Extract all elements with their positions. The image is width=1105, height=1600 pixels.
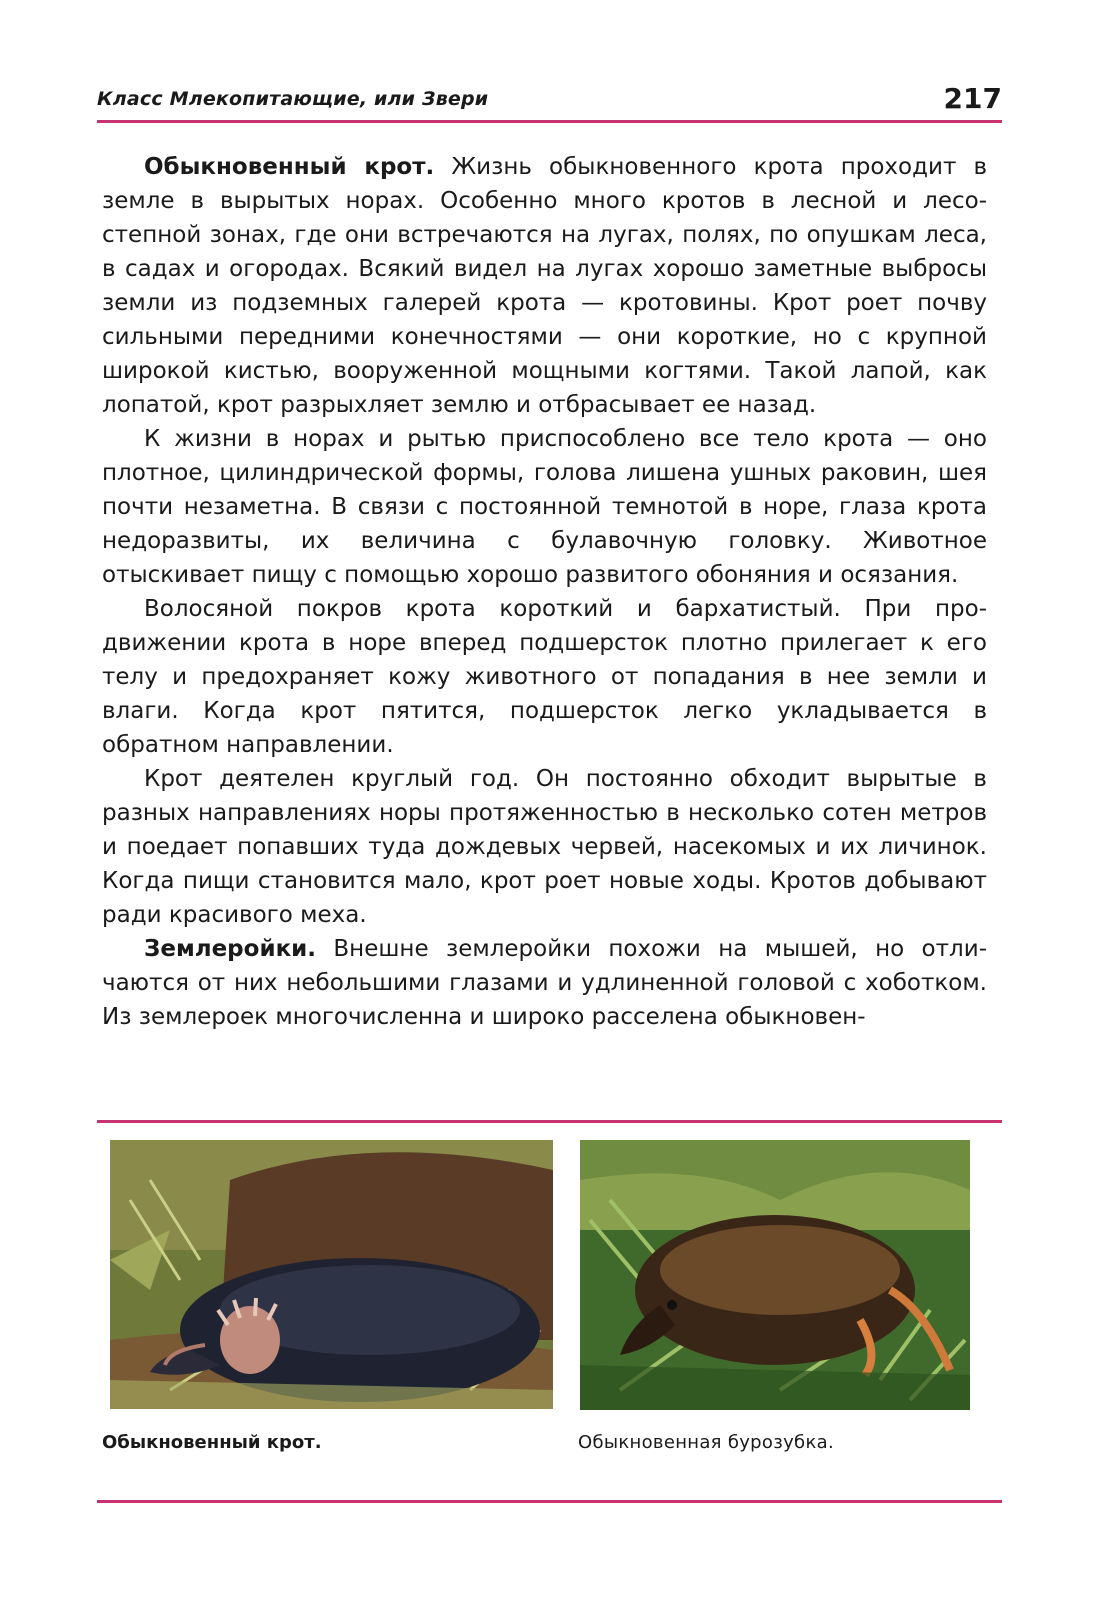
page-number: 217 bbox=[943, 82, 1002, 115]
paragraph-text: Жизнь обыкновенного крота проходит в земле в вырытых норах. Особенно много кротов в лесной и лесостепной зонах, где они встречаются на лугах, полях, по опушкам леса, в садах и огородах. Всякий видел на лугах хорошо заметные выбросы земли из подземных галерей крота — кротовины. Крот роет почву сильными передними конечностями — они короткие, но с крупной широкой кистью, вооруженной мощными когтями. Такой лапой, как лопатой, крот разрыхляет землю и отбрасывает ее назад. bbox=[102, 154, 988, 418]
paragraph-lead: Землеройки. bbox=[144, 936, 317, 962]
paragraph-shrews bbox=[102, 932, 987, 1034]
mole-drawing bbox=[110, 1140, 553, 1409]
page-header bbox=[97, 78, 1002, 118]
paragraph-activity bbox=[102, 762, 987, 932]
running-title: Класс Млекопитающие, или Звери bbox=[97, 88, 489, 110]
paragraph-mole bbox=[102, 150, 987, 422]
paragraph-lead: Обыкновенный крот. bbox=[144, 154, 435, 180]
paragraph-burrow-adaptation bbox=[102, 422, 987, 592]
paragraph-text: Внешне землеройки похожи на мышей, но отличаются от них небольшими глазами и удлиненной головой с хоботком. Из землероек многочисленна и широко расселена обыкновен- bbox=[102, 936, 987, 1030]
paragraph-text: Волосяной покров крота короткий и бархатистый. При продвижении крота в норе вперед подшерсток плотно прилегает к его телу и предохраняет кожу животного от попадания в нее земли и влаги. Когда крот пятится, подшерсток легко укладывается в обратном направлении. bbox=[102, 596, 987, 758]
shrew-caption: Обыкновенная бурозубка. bbox=[578, 1432, 834, 1453]
shrew-drawing bbox=[580, 1140, 970, 1410]
mole-caption: Обыкновенный крот. bbox=[102, 1432, 322, 1453]
figure-top-divider bbox=[97, 1120, 1002, 1123]
paragraph-text: К жизни в норах и рытью приспособлено все тело крота — оно плотное, цилиндрической формы, голова лишена ушных раковин, шея почти незаметна. В связи с постоянной темнотой в норе, глаза крота недоразвиты, их величина с булавочную головку. Животное отыскивает пищу с помощью хорошо развитого обоняния и осязания. bbox=[102, 426, 987, 588]
figure-bottom-divider bbox=[97, 1500, 1002, 1503]
mole-illustration bbox=[110, 1140, 553, 1409]
article-body bbox=[102, 150, 987, 1034]
paragraph-fur bbox=[102, 592, 987, 762]
header-divider bbox=[97, 120, 1002, 123]
paragraph-text: Крот деятелен круглый год. Он постоянно обходит вырытые в разных направлениях норы протяженностью в несколько сотен метров и поедает попавших туда дождевых червей, насекомых и их личинок. Когда пищи становится мало, крот роет новые ходы. Кротов добывают ради красивого меха. bbox=[102, 766, 987, 928]
shrew-illustration bbox=[580, 1140, 970, 1410]
